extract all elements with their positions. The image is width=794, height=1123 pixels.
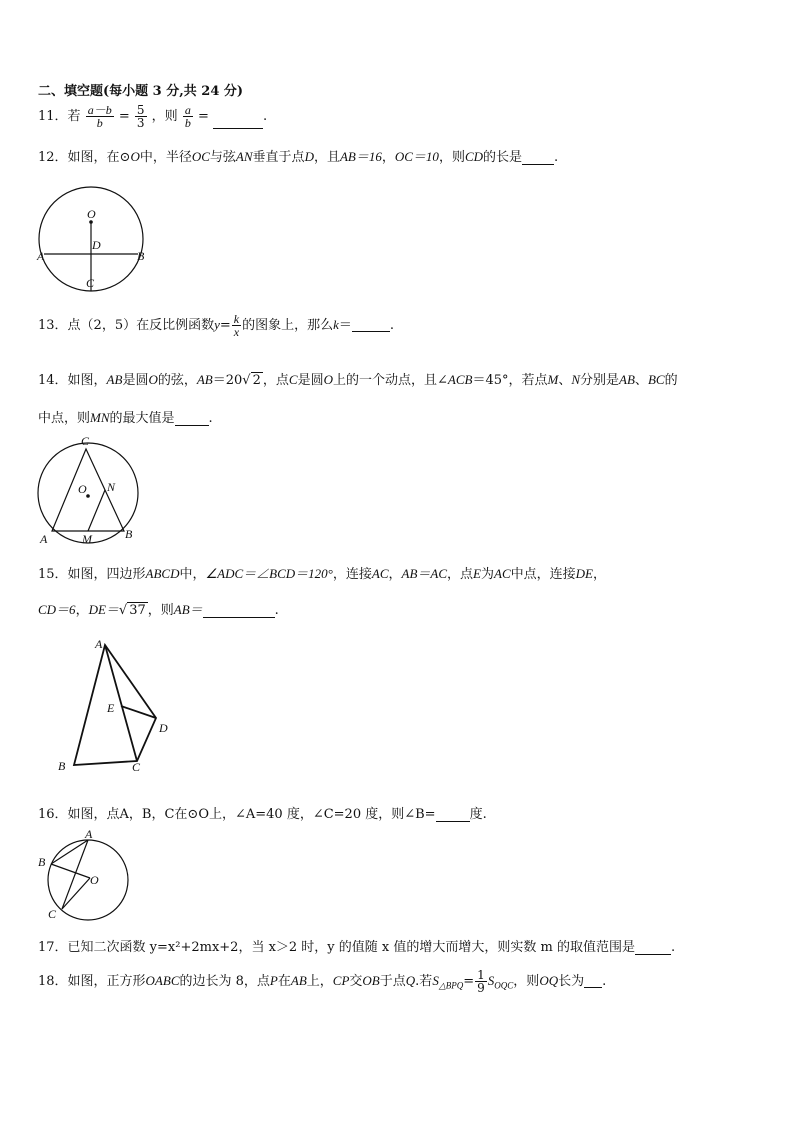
q14-label-c: C	[81, 434, 90, 448]
q18-text-a: 18．如图，正方形	[38, 974, 146, 989]
q13-k: k	[333, 317, 339, 332]
q11-answer-blank[interactable]	[213, 116, 263, 129]
q15-angle: ∠ADC＝∠BCD＝120°	[205, 566, 333, 581]
q14-label-o: O	[78, 482, 87, 496]
q18-f-num: 1	[477, 968, 485, 982]
q13-f-num: k	[233, 312, 240, 326]
q16-label-b: B	[38, 855, 46, 869]
q12-label-c: C	[86, 276, 95, 290]
q11-f1-num: a－b	[87, 103, 112, 117]
q13-f-den: x	[233, 325, 240, 339]
q18-text-d: 上，	[306, 974, 333, 989]
q14-text-j: 的	[664, 373, 678, 388]
q14-label-b: B	[125, 527, 133, 541]
q15-end: .	[274, 603, 279, 618]
q12-label-o: O	[87, 207, 96, 221]
q16-answer-blank[interactable]	[436, 809, 470, 822]
q14-sep: 、	[558, 373, 572, 388]
q15-abcd: ABCD	[145, 566, 180, 581]
q14-m: M	[547, 372, 559, 387]
q18-text-f: 于点	[379, 974, 406, 989]
q14-acb: ACB	[447, 372, 473, 387]
q12-text-d: 垂直于点	[252, 150, 305, 165]
q18-s1: S	[432, 973, 439, 988]
q12-label-d: D	[92, 238, 101, 252]
q12-circle-figure	[34, 172, 149, 292]
question-13	[38, 308, 394, 343]
q18-eq: =	[463, 974, 475, 989]
question-18	[38, 964, 606, 1003]
q14-answer-blank[interactable]	[175, 413, 209, 426]
q15-line2-b: ，	[75, 603, 89, 618]
q15-text-b: 中，	[179, 567, 206, 582]
question-14-line-2	[38, 407, 213, 426]
q14-text-h: ＝45°，若点	[472, 373, 548, 388]
q17-text: 17．已知二次函数 y=x²+2mx+2，当 x＞2 时，y 的值随 x 值的增大而增大，则实数 m 的取值范围是	[38, 940, 635, 955]
q12-text-g: 的长是	[483, 150, 523, 165]
q13-text-c: ＝	[338, 318, 352, 333]
q14-label-m: M	[82, 532, 92, 546]
q15-de: DE	[575, 566, 593, 581]
q16-circle-figure	[34, 826, 134, 922]
q12-text-c: 与弦	[209, 150, 236, 165]
q18-answer-blank[interactable]	[584, 975, 602, 988]
q15-ac2: AC	[494, 566, 511, 581]
q12-label-a: A	[37, 249, 45, 263]
q12-end: .	[554, 150, 559, 165]
q18-p: P	[269, 973, 278, 988]
q11-fraction-five-thirds	[135, 104, 147, 129]
q14-text-b: 是圆	[122, 373, 149, 388]
q18-cp: CP	[332, 973, 350, 988]
q12-an: AN	[235, 149, 253, 164]
question-15-line-2: CD＝6，DE＝√ 37 ，则AB＝ .	[38, 602, 279, 618]
q14-text-i: 分别是	[580, 373, 620, 388]
q11-f1-den: b	[96, 116, 103, 130]
q12-cd: CD	[464, 149, 484, 164]
q15-ab-ac: AB＝AC	[401, 566, 448, 581]
q11-f3-num: a	[184, 103, 191, 117]
q15-label-d: D	[159, 721, 168, 735]
q13-text-b: 的图象上，那么	[242, 318, 334, 333]
q15-text-g: 中点，连接	[510, 567, 576, 582]
q15-e: E	[473, 566, 481, 581]
q13-text-a: 13．点（2，5）在反比例函数	[38, 318, 215, 333]
q14-sqrt-value: 2	[252, 373, 261, 388]
q12-text-a: 12．如图，在⊙	[38, 150, 131, 165]
q14-text-d: ＝20	[212, 373, 243, 388]
q14-ab3: AB	[619, 372, 635, 387]
q12-oc10: OC＝10	[394, 149, 439, 164]
question-12	[38, 146, 558, 165]
q14-circle-figure	[34, 432, 174, 550]
q11-number: 11．若	[38, 109, 81, 124]
q12-ab16: AB＝16	[339, 149, 382, 164]
q15-text-c: ，连接	[332, 567, 372, 582]
q15-ac: AC	[371, 566, 389, 581]
q13-end: .	[389, 318, 395, 333]
q14-ab2: AB	[196, 372, 213, 387]
q18-s2: S	[487, 973, 495, 988]
q15-label-e: E	[107, 701, 115, 715]
q15-text-d: ，	[388, 567, 402, 582]
q15-answer-blank[interactable]	[203, 605, 275, 618]
q14-o2: O	[323, 372, 333, 387]
q15-text-h: ，	[593, 567, 607, 582]
q15-line2-d: ，则	[147, 603, 174, 618]
q18-s1-sub: △BPQ	[438, 980, 464, 991]
q12-d: D	[304, 149, 314, 164]
question-17	[38, 936, 675, 955]
q12-label-b: B	[137, 249, 145, 263]
q18-ob: OB	[362, 973, 380, 988]
q14-text-e: ，点	[262, 373, 289, 388]
q14-text-a: 14．如图，	[38, 373, 107, 388]
q14-line2-b: 的最大值是	[109, 411, 175, 426]
q11-f2-den: 3	[136, 116, 145, 130]
q12-text-b: 中，半径	[139, 150, 192, 165]
q15-quadrilateral-figure	[55, 634, 185, 776]
q18-text-h: ，则	[513, 974, 540, 989]
q15-text-a: 15．如图，四边形	[38, 567, 146, 582]
q12-o: O	[130, 149, 140, 164]
q18-text-c: 在	[277, 974, 291, 989]
question-11	[38, 104, 267, 129]
q14-label-n: N	[107, 480, 116, 494]
q14-bc: BC	[647, 372, 665, 387]
question-16	[38, 803, 487, 822]
q16-text: 16．如图，点A，B，C在⊙O上，∠A=40 度，∠C=20 度，则∠B=	[38, 807, 436, 822]
q18-text-e: 交	[349, 974, 363, 989]
q14-n: N	[571, 372, 581, 387]
q15-de-eq: DE＝	[88, 602, 119, 617]
q14-text-c: 的弦，	[157, 373, 197, 388]
q11-f2-num: 5	[136, 103, 145, 117]
q18-ab: AB	[290, 973, 307, 988]
q15-cd6: CD＝6	[38, 602, 76, 617]
q18-text-b: 的边长为 8，点	[179, 974, 270, 989]
q16-label-o: O	[90, 873, 99, 887]
q11-eq2: =	[197, 109, 209, 124]
q18-f-den: 9	[477, 981, 485, 995]
q16-end: 度.	[469, 807, 487, 822]
q14-c: C	[288, 372, 298, 387]
q14-o: O	[148, 372, 158, 387]
q16-label-a: A	[85, 827, 93, 841]
q15-text-f: 为	[481, 567, 495, 582]
q11-end: .	[263, 109, 268, 124]
q12-oc: OC	[191, 149, 210, 164]
q14-line2-a: 中点，则	[38, 411, 91, 426]
q11-fraction-a-minus-b-over-b	[86, 104, 114, 129]
q12-answer-blank[interactable]	[522, 152, 554, 165]
q14-label-a: A	[40, 532, 48, 546]
q18-oq: OQ	[539, 973, 559, 988]
q13-answer-blank[interactable]	[352, 319, 390, 332]
q13-eq: =	[219, 318, 231, 333]
q13-y: y	[214, 317, 220, 332]
q12-comma: ，	[381, 150, 395, 165]
q15-label-c: C	[132, 760, 141, 774]
q13-fraction-k-over-x	[232, 313, 241, 338]
q11-mid: ，则	[151, 109, 178, 124]
question-15-line-1	[38, 563, 606, 582]
q18-fraction-one-ninth	[475, 969, 487, 994]
q12-text-e: ，且	[313, 150, 340, 165]
q18-text-g: .若	[415, 974, 433, 989]
q17-end: .	[670, 940, 676, 955]
q14-sep2: 、	[634, 373, 648, 388]
q15-label-b: B	[58, 759, 66, 773]
q11-eq1: =	[118, 109, 130, 124]
q12-text-f: ，则	[438, 150, 465, 165]
q11-f3-den: b	[184, 116, 191, 130]
q16-label-c: C	[48, 907, 57, 921]
q15-text-e: ，点	[447, 567, 474, 582]
q18-s2-sub: OQC	[494, 980, 514, 991]
q14-mn: MN	[90, 410, 110, 425]
question-14-line-1: 14．如图，AB是圆O的弦，AB＝20√ 2 ，点C是圆O上的一个动点，且∠ACB＝45°，若点M、N分别是AB、BC的	[38, 372, 678, 388]
q14-end: .	[208, 411, 213, 426]
q14-text-g: 上的一个动点，且∠	[332, 373, 448, 388]
q14-ab: AB	[106, 372, 123, 387]
q18-oabc: OABC	[145, 973, 180, 988]
section-heading: 二、填空题(每小题 3 分,共 24 分)	[38, 84, 244, 99]
q11-fraction-a-over-b	[183, 104, 193, 129]
q15-ab-eq: AB＝	[173, 602, 203, 617]
q18-text-i: 长为	[558, 974, 585, 989]
q15-sqrt-value: 37	[129, 603, 146, 618]
q15-label-a: A	[95, 637, 103, 651]
q18-q: Q	[405, 973, 416, 988]
q18-end: .	[602, 974, 607, 989]
q14-text-f: 是圆	[297, 373, 324, 388]
q17-answer-blank[interactable]	[635, 942, 671, 955]
